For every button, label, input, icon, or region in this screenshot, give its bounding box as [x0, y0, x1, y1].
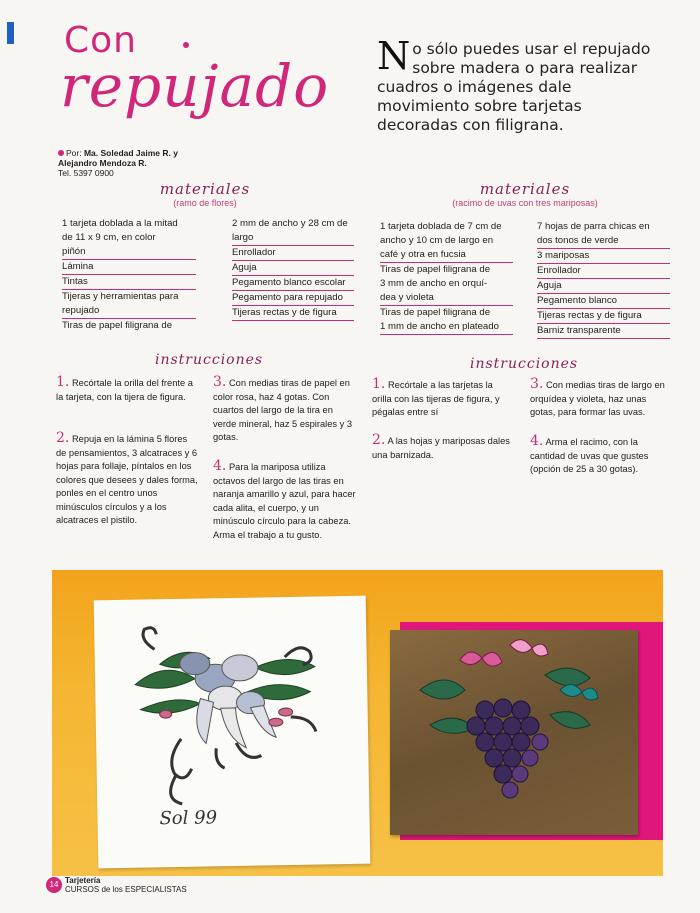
- material-item: Pegamento blanco: [537, 294, 670, 309]
- drop-cap: N: [377, 34, 411, 78]
- material-item: Enrollador: [537, 264, 670, 279]
- material-item: 1 tarjeta doblada de 7 cm de: [380, 221, 502, 232]
- right-materials-col-1: [380, 220, 513, 335]
- right-step-3: [530, 378, 674, 420]
- left-materials-subtitle: (ramo de flores): [173, 198, 237, 208]
- left-materials-title: materiales: [159, 180, 251, 198]
- flower-bouquet-illustration: [94, 596, 371, 869]
- step-number: 3.: [213, 374, 227, 390]
- right-step-2: [372, 434, 514, 462]
- left-step-4: [213, 460, 357, 542]
- right-materials-title: materiales: [479, 180, 571, 198]
- step-text: Arma el racimo, con la cantidad de uvas que gustes (opción de 25 a 30 gotas).: [530, 437, 649, 474]
- left-instructions-heading: instrucciones: [155, 352, 264, 368]
- right-materials-col-2: [537, 220, 670, 339]
- material-item: piñón: [62, 245, 196, 260]
- page-number: 14: [46, 877, 62, 893]
- step-text: Con medias tiras de papel en color rosa, haz 4 gotas. Con cuartos del largo de la tira en verde mineral, haz 5 espirales y 3 gotas.: [213, 378, 353, 442]
- step-number: 4.: [213, 458, 227, 474]
- material-item: Tijeras y herramientas para: [62, 291, 179, 302]
- intro-paragraph: [377, 34, 667, 135]
- material-item: 3 mariposas: [537, 249, 670, 264]
- material-item: Enrollador: [232, 246, 354, 261]
- title-line-2: repujado: [60, 52, 330, 120]
- step-text: Recórtale a las tarjetas la orilla con las tijeras de figura, y pégalas entre sí: [372, 380, 500, 417]
- step-text: Recórtale la orilla del frente a la tarjeta, con la tijera de figura.: [56, 378, 193, 402]
- right-instructions-heading: instrucciones: [470, 356, 579, 372]
- step-number: 4.: [530, 433, 544, 449]
- material-item: 1 mm de ancho en plateado: [380, 320, 513, 335]
- author-prefix: Por:: [66, 148, 82, 158]
- page-footer: [46, 876, 187, 894]
- material-item: Lámina: [62, 260, 196, 275]
- step-number: 1.: [56, 374, 70, 390]
- left-step-3: [213, 376, 357, 445]
- material-item: 3 mm de ancho en orquí-: [380, 278, 488, 289]
- material-item: largo: [232, 231, 354, 246]
- material-item: Pegamento para repujado: [232, 291, 354, 306]
- material-item: Tijeras rectas y de figura: [537, 309, 670, 324]
- title-line-1: Con: [64, 20, 137, 61]
- left-materials-heading: [150, 180, 260, 208]
- material-item: 7 hojas de parra chicas en: [537, 221, 650, 232]
- material-item: café y otra en fucsia: [380, 248, 513, 263]
- step-number: 3.: [530, 376, 544, 392]
- material-item: de 11 x 9 cm, en color: [62, 232, 156, 243]
- material-item: Tintas: [62, 275, 196, 290]
- material-item: 2 mm de ancho y 28 cm de: [232, 218, 348, 229]
- flower-card: [94, 596, 371, 869]
- material-item: ancho y 10 cm de largo en: [380, 235, 494, 246]
- cards-photo: [52, 570, 663, 876]
- material-item: Aguja: [232, 261, 354, 276]
- material-item: Barniz transparente: [537, 324, 670, 339]
- author-credit: [58, 148, 178, 178]
- right-step-4: [530, 435, 674, 477]
- material-item: Pegamento blanco escolar: [232, 276, 354, 291]
- step-text: Con medias tiras de largo en orquídea y violeta, haz unas gotas, para formar las uvas.: [530, 380, 665, 417]
- material-item: dea y violeta: [380, 291, 513, 306]
- step-text: Repuja en la lámina 5 flores de pensamientos, 3 alcatraces y 6 hojas para follaje, píntalos en los colores que desees y dales forma, ponles en el centro unos minúsculos círculos y a los alcatraces el pistilo.: [56, 434, 198, 525]
- material-item: Tiras de papel filigrana de: [62, 320, 173, 331]
- grape-cluster-illustration: [390, 630, 638, 835]
- material-item: repujado: [62, 304, 196, 319]
- step-number: 2.: [372, 432, 386, 448]
- footer-series: CURSOS de los ESPECIALISTAS: [65, 885, 187, 894]
- material-item: dos tonos de verde: [537, 234, 670, 249]
- left-materials-col-2: [232, 217, 354, 321]
- step-number: 2.: [56, 430, 70, 446]
- author-name-1: Ma. Soledad Jaime R. y: [83, 148, 178, 158]
- page-edge-marker: [7, 22, 14, 44]
- material-item: Tiras de papel filigrana de: [380, 307, 491, 318]
- material-item: Tiras de papel filigrana de: [380, 264, 491, 275]
- author-phone: Tel. 5397 0900: [58, 168, 114, 178]
- title-dot: [183, 42, 189, 48]
- left-step-2: [56, 432, 198, 528]
- material-item: Tijeras rectas y de figura: [232, 306, 354, 321]
- material-item: Aguja: [537, 279, 670, 294]
- right-step-1: [372, 378, 514, 420]
- step-text: Para la mariposa utiliza octavos del largo de las tiras en naranja amarillo y azul, para hacer cada alita, el cuerpo, y un minúsculo círculo para la cabeza. Arma el trabajo a tu gusto.: [213, 462, 356, 540]
- step-number: 1.: [372, 376, 386, 392]
- bullet-icon: [58, 150, 64, 156]
- right-materials-heading: [425, 180, 625, 208]
- author-name-2: Alejandro Mendoza R.: [58, 158, 147, 168]
- right-materials-subtitle: (racimo de uvas con tres mariposas): [452, 198, 598, 208]
- left-materials-col-1: [62, 217, 196, 333]
- intro-text: o sólo puedes usar el repujado sobre madera o para realizar cuadros o imágenes dale movimiento sobre tarjetas decoradas con filigrana.: [377, 40, 651, 134]
- footer-section: Tarjetería: [65, 876, 101, 885]
- signature-text: Sol 99: [159, 807, 218, 830]
- grape-card: [390, 630, 638, 835]
- step-text: A las hojas y mariposas dales una barnizada.: [372, 436, 510, 460]
- left-step-1: [56, 376, 198, 404]
- material-item: 1 tarjeta doblada a la mitad: [62, 218, 178, 229]
